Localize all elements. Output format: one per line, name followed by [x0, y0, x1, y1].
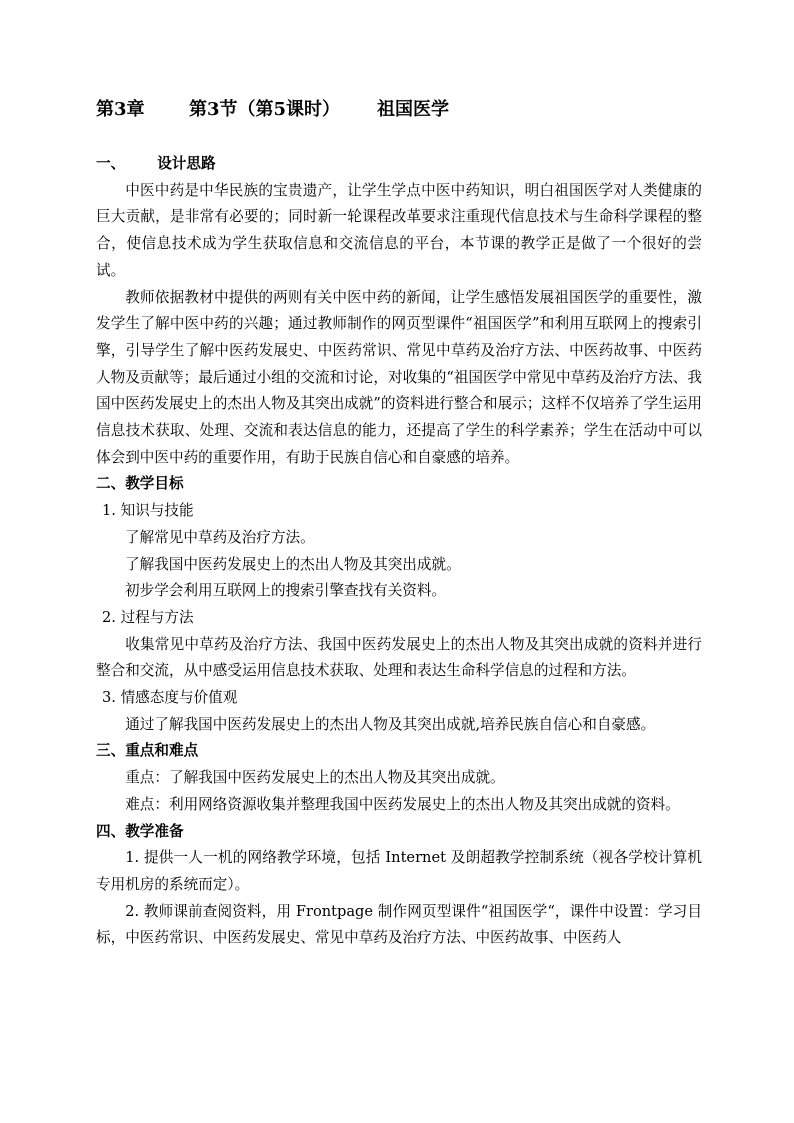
- section-heading-design: [96, 151, 702, 178]
- difficulty-paragraph: 难点：利用网络资源收集并整理我国中医药发展史上的杰出人物及其突出成就的资料。: [125, 795, 680, 813]
- section-heading-goals: 二、教学目标: [96, 475, 184, 493]
- key-point-paragraph: 重点：了解我国中医药发展史上的杰出人物及其突出成就。: [125, 769, 505, 787]
- goal-item: 了解我国中医药发展史上的杰出人物及其突出成就。: [125, 555, 461, 573]
- page-title: [96, 96, 716, 124]
- goal-item: 了解常见中草药及治疗方法。: [125, 528, 315, 546]
- attitude-paragraph: 通过了解我国中医药发展史上的杰出人物及其突出成就,培养民族自信心和自豪感。: [125, 715, 656, 733]
- subheading-attitude: 3. 情感态度与价值观: [102, 689, 238, 707]
- subheading-process: 2. 过程与方法: [102, 608, 194, 626]
- design-paragraph-1: 中医中药是中华民族的宝贵遗产，让学生学点中医中药知识，明白祖国医学对人类健康的巨大贡献，是非常有必要的；同时新一轮课程改革要求注重现代信息技术与生命科学课程的整合，使信息技术成为学生获取信息和交流信息的平台，本节课的教学正是做了一个很好的尝试。: [96, 181, 702, 279]
- section-heading-text: 设计思路: [157, 155, 216, 172]
- preparation-item-1: 1. 提供一人一机的网络教学环境，包括 Internet 及朗超教学控制系统（视各学校计算机专用机房的系统而定）。: [96, 849, 702, 893]
- subheading-knowledge: 1. 知识与技能: [102, 502, 194, 520]
- topic-label: 祖国医学: [377, 99, 449, 120]
- goal-item: 初步学会利用互联网上的搜索引擎查找有关资料。: [125, 582, 447, 600]
- section-heading-number: 一、: [96, 155, 126, 172]
- process-paragraph: 收集常见中草药及治疗方法、我国中医药发展史上的杰出人物及其突出成就的资料并进行整合和交流，从中感受运用信息技术获取、处理和表达生命科学信息的过程和方法。: [96, 635, 702, 680]
- section-heading-key-points: 三、重点和难点: [96, 742, 199, 760]
- design-paragraph-2: 教师依据教材中提供的两则有关中医中药的新闻，让学生感悟发展祖国医学的重要性，激发学生了解中医中药的兴趣；通过教师制作的网页型课件“祖国医学”和利用互联网上的搜索引擎，引导学生了解中医药发展史、中医药常识、常见中草药及治疗方法、中医药故事、中医药人物及贡献等；最后通过小组的交流和讨论，对收集的“祖国医学中常见中草药及治疗方法、我国中医药发展史上的杰出人物及其突出成就”的资料进行整合和展示；这样不仅培养了学生运用信息技术获取、处理、交流和表达信息的能力，还提高了学生的科学素养；学生在活动中可以体会到中医中药的重要作用，有助于民族自信心和自豪感的培养。: [96, 288, 702, 466]
- chapter-label: 第3章: [96, 99, 145, 120]
- document-body: [96, 151, 702, 952]
- preparation-item-2: 2. 教师课前查阅资料，用 Frontpage 制作网页型课件“祖国医学“，课件中设置：学习目标，中医药常识、中医药发展史、常见中草药及治疗方法、中医药故事、中医药人: [96, 902, 702, 947]
- section-label: 第3节（第5课时）: [189, 99, 341, 120]
- section-heading-preparation: 四、教学准备: [96, 822, 184, 840]
